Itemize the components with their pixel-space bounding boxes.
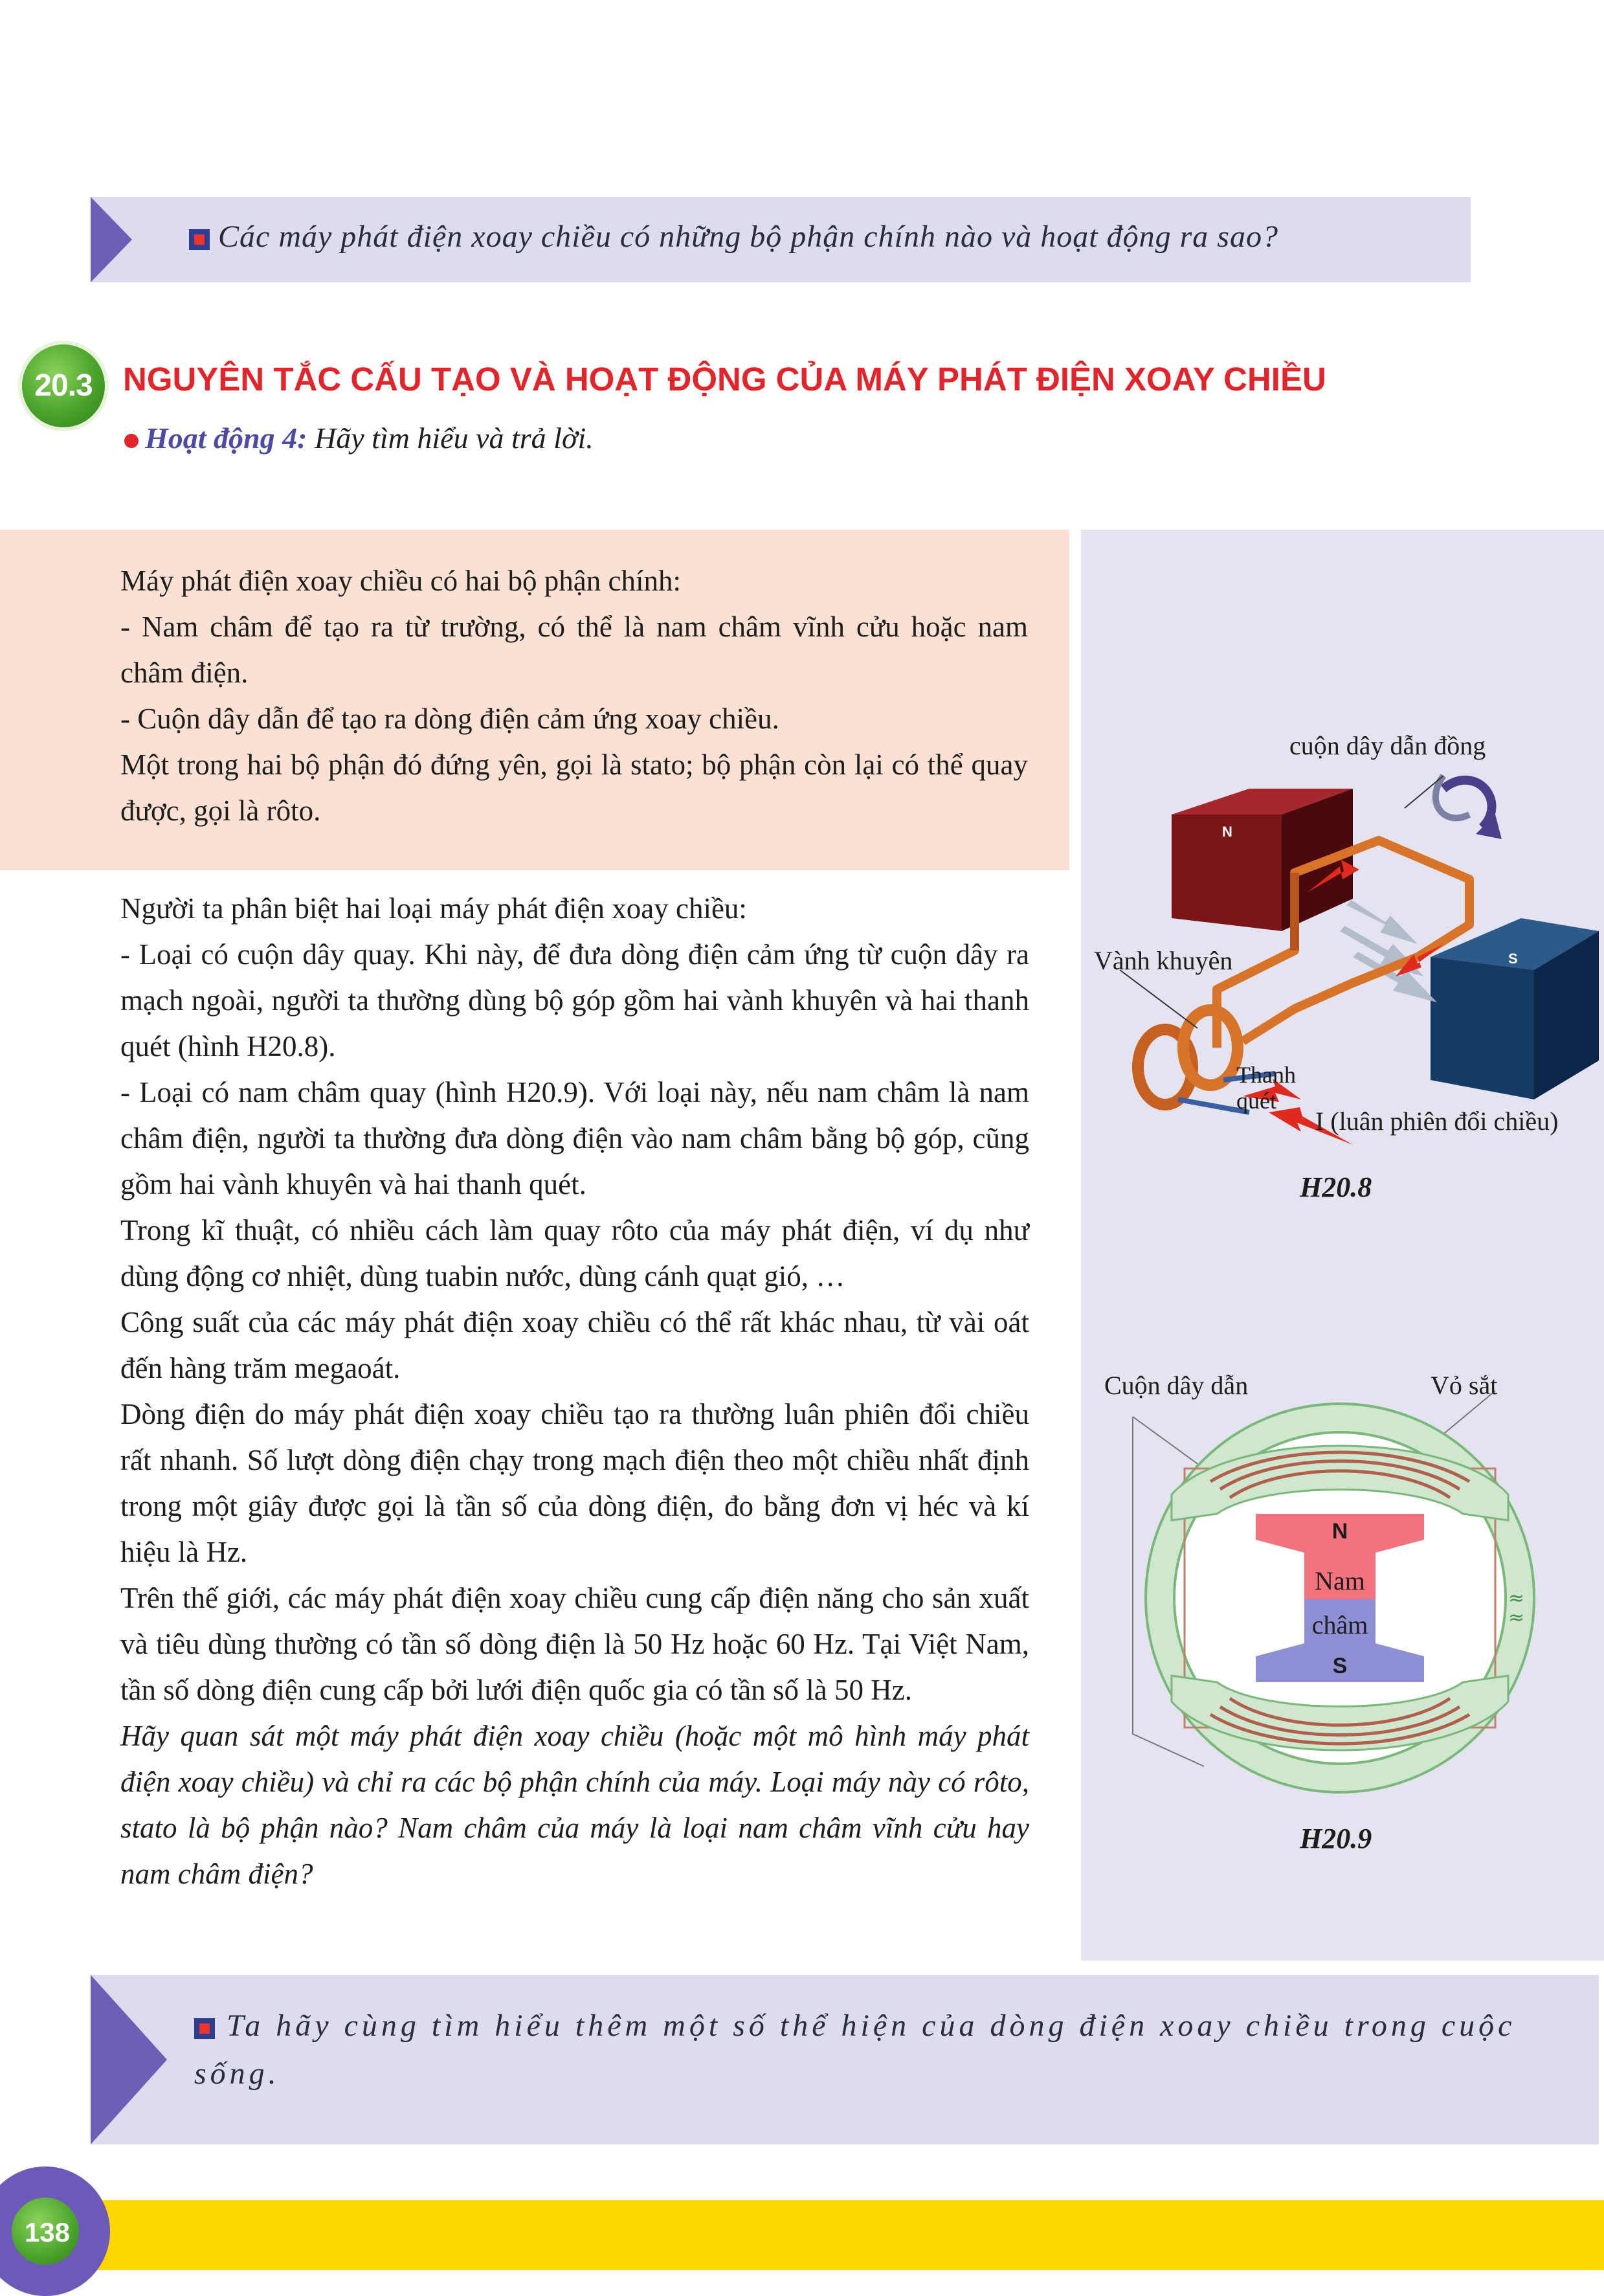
body-paragraph: Công suất của các máy phát điện xoay chiều có thể rất khác nhau, từ vài oát đến hàng trăm megaoát.: [120, 1306, 1029, 1384]
body-paragraph: - Loại có cuộn dây quay. Khi này, để đưa dòng điện cảm ứng từ cuộn dây ra mạch ngoài, người ta thường dùng bộ góp gồm hai vành khuyên và hai thanh quét (hình H20.8).: [120, 938, 1029, 1063]
body-text: [120, 886, 1029, 1897]
generator-diagram-h208: [1081, 530, 1604, 1177]
info-line: - Cuộn dây dẫn để tạo ra dòng điện cảm ứng xoay chiều.: [120, 703, 779, 735]
body-paragraph: - Loại có nam châm quay (hình H20.9). Với loại này, nếu nam châm là nam châm điện, người ta thường đưa dòng điện vào nam châm bằng bộ góp, cũng gồm hai vành khuyên và hai thanh quét.: [120, 1076, 1029, 1200]
label-iron-shell: Vỏ sắt: [1431, 1371, 1498, 1400]
info-box-text: [120, 558, 1028, 834]
banner-arrow-icon: [91, 1975, 167, 2144]
section-number: 20.3: [34, 368, 93, 403]
figure-caption-h209: H20.9: [1300, 1823, 1372, 1854]
page-number: 138: [24, 2217, 71, 2247]
label-brush: Thanh quét: [1236, 1062, 1296, 1114]
top-question-text: Các máy phát điện xoay chiều có những bộ phận chính nào và hoạt động ra sao?: [189, 219, 1278, 254]
figure-caption-h208: H20.8: [1300, 1171, 1372, 1203]
section-title: NGUYÊN TẮC CẤU TẠO VÀ HOẠT ĐỘNG CỦA MÁY PHÁT ĐIỆN XOAY CHIỀU: [123, 361, 1326, 398]
label-coil-h209: Cuộn dây dẫn: [1104, 1371, 1249, 1400]
info-line: Máy phát điện xoay chiều có hai bộ phận chính:: [120, 565, 682, 597]
footer-bar: [0, 2200, 1604, 2270]
label-magnet-s: S: [1332, 1654, 1348, 1678]
italic-question: Hãy quan sát một máy phát điện xoay chiều (hoặc một mô hình máy phát điện xoay chiều) và chỉ ra các bộ phận chính của máy. Loại máy này có rôto, stato là bộ phận nào? Nam châm của máy là loại nam châm vĩnh cửu hay nam châm điện?: [120, 1720, 1029, 1890]
svg-text:≈: ≈: [1508, 1587, 1525, 1610]
svg-text:S: S: [1508, 951, 1518, 967]
page-number-badge: [0, 2167, 110, 2296]
body-paragraph: Trên thế giới, các máy phát điện xoay chiều cung cấp điện năng cho sản xuất và tiêu dùng thường có tần số dòng điện là 50 Hz hoặc 60 Hz. Tại Việt Nam, tần số dòng điện cung cấp bởi lưới điện quốc gia có tần số là 50 Hz.: [120, 1582, 1029, 1706]
body-paragraph: Người ta phân biệt hai loại máy phát điện xoay chiều:: [120, 892, 747, 925]
bottom-question-text: Ta hãy cùng tìm hiểu thêm một số thể hiện của dòng điện xoay chiều trong cuộc sống.: [194, 2009, 1516, 2091]
question-square-icon: [194, 2018, 215, 2039]
label-slip-ring: Vành khuyên: [1094, 946, 1233, 975]
info-line: Một trong hai bộ phận đó đứng yên, gọi là stato; bộ phận còn lại có thể quay được, gọi là rôto.: [120, 748, 1028, 827]
svg-text:≈: ≈: [1508, 1606, 1525, 1629]
info-line: - Nam châm để tạo ra từ trường, có thể là nam châm vĩnh cửu hoặc nam châm điện.: [120, 611, 1028, 689]
label-magnet-word-1: Nam: [1315, 1566, 1365, 1595]
section-number-badge: [22, 344, 105, 427]
banner-arrow-icon: [91, 197, 132, 282]
label-copper-coil: cuộn dây dẫn đồng: [1289, 731, 1486, 760]
question-square-icon: [189, 229, 210, 250]
body-paragraph: Trong kĩ thuật, có nhiều cách làm quay rôto của máy phát điện, ví dụ như dùng động cơ nhiệt, dùng tuabin nước, dùng cánh quạt gió, …: [120, 1214, 1029, 1292]
body-paragraph: Dòng điện do máy phát điện xoay chiều tạo ra thường luân phiên đổi chiều rất nhanh. Số lượt dòng điện chạy trong mạch điện theo một chiều nhất định trong một giây được gọi là tần số của dòng điện, đo bằng đơn vị héc và kí hiệu là Hz.: [120, 1398, 1029, 1568]
label-magnet-word-2: châm: [1311, 1610, 1368, 1639]
activity-line: [124, 421, 594, 455]
label-current: I (luân phiên đổi chiều): [1315, 1107, 1559, 1136]
bottom-question-banner: [91, 1975, 1599, 2144]
activity-label: Hoạt động 4:: [145, 422, 307, 455]
figure-column: [1081, 530, 1604, 1961]
bullet-dot-icon: [124, 434, 139, 448]
label-magnet-n: N: [1331, 1519, 1348, 1544]
svg-text:N: N: [1222, 824, 1232, 840]
activity-text: Hãy tìm hiểu và trả lời.: [314, 422, 594, 455]
top-question-banner: [91, 197, 1471, 282]
